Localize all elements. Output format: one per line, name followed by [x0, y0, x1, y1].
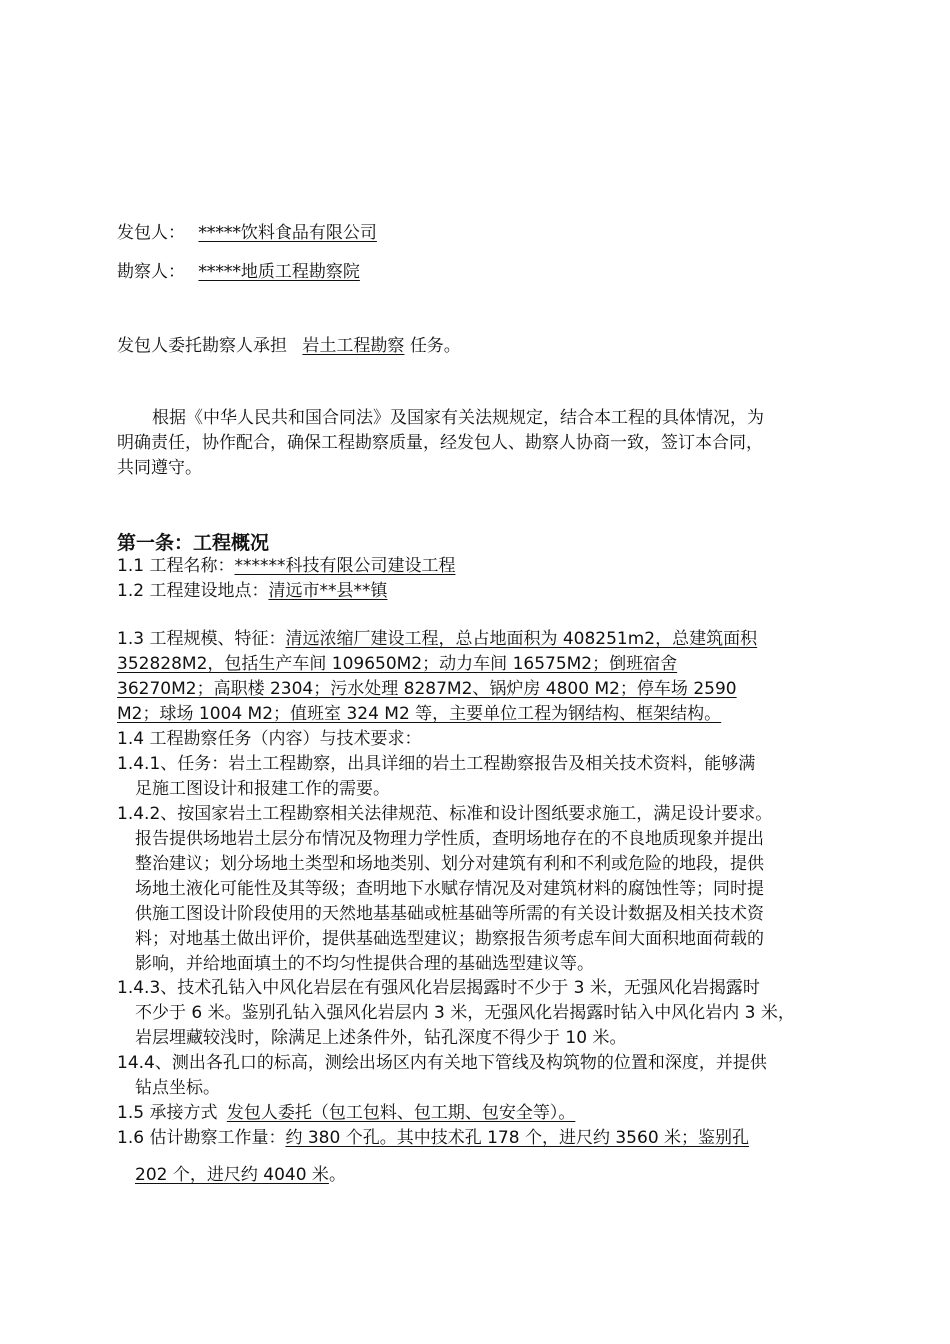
item-142-line-5: 供施工图设计阶段使用的天然地基基础或桩基础等所需的有关设计数据及相关技术资 [135, 904, 764, 924]
entrust-task: 岩土工程勘察 [302, 336, 405, 356]
entrust-line [117, 334, 461, 358]
employer-label: 发包人： [117, 223, 185, 243]
surveyor-line [117, 260, 360, 284]
item-142-line-7: 影响，并给地面填土的不均匀性提供合理的基础选型建议等。 [135, 954, 594, 974]
surveyor-value: *****地质工程勘察院 [198, 262, 360, 282]
workload-value-2: 202 个，进尺约 4040 米 [135, 1165, 329, 1185]
item-142-line-6: 料；对地基土做出评价，提供基础选型建议；勘察报告须考虑车间大面积地面荷载的 [135, 929, 764, 949]
project-name-line [117, 554, 455, 578]
employer-line [117, 221, 377, 245]
project-scale-line-3: 36270M2；高职楼 2304；污水处理 8287M2、锅炉房 4800 M2；停车场 2590 [117, 679, 737, 699]
item-142-line-2: 报告提供场地岩土层分布情况及物理力学性质，查明场地存在的不良地质现象并提出 [135, 829, 764, 849]
article1-heading: 第一条：工程概况 [117, 532, 270, 554]
item-142-line-1: 1.4.2、按国家岩土工程勘察相关法律规范、标准和设计图纸要求施工，满足设计要求。 [117, 804, 773, 824]
workload-line-2 [135, 1163, 346, 1187]
preamble-line-3: 共同遵守。 [117, 458, 202, 478]
workload-value-1: 约 380 个孔。其中技术孔 178 个，进尺约 3560 米；鉴别孔 [285, 1128, 750, 1148]
contract-method-label: 1.5 承接方式 [117, 1103, 218, 1123]
contract-method-value: 发包人委托（包工包料、包工期、包安全等）。 [226, 1103, 576, 1123]
item-142-line-3: 整治建议；划分场地土类型和场地类别、划分对建筑有利和不利或危险的地段，提供 [135, 854, 764, 874]
project-site-value: 清远市**县**镇 [268, 581, 388, 601]
item-144-line-1: 14.4、测出各孔口的标高，测绘出场区内有关地下管线及构筑物的位置和深度，并提供 [117, 1053, 767, 1073]
project-site-label: 1.2 工程建设地点： [117, 581, 269, 601]
item-141-line-1: 1.4.1、任务：岩土工程勘察，出具详细的岩土工程勘察报告及相关技术资料，能够满 [117, 754, 756, 774]
preamble-line-2: 明确责任，协作配合，确保工程勘察质量，经发包人、勘察人协商一致，签订本合同， [117, 433, 763, 453]
preamble-line-1: 根据《中华人民共和国合同法》及国家有关法规规定，结合本工程的具体情况，为 [152, 408, 764, 428]
item-142-line-4: 场地土液化可能性及其等级；查明地下水赋存情况及对建筑材料的腐蚀性等；同时提 [135, 879, 764, 899]
item-141-line-2: 足施工图设计和报建工作的需要。 [135, 779, 390, 799]
project-site-line [117, 579, 387, 603]
item-143-line-1: 1.4.3、技术孔钻入中风化岩层在有强风化岩层揭露时不少于 3 米，无强风化岩揭露时 [117, 978, 760, 998]
project-name-label: 1.1 工程名称： [117, 556, 235, 576]
workload-end: 。 [328, 1165, 346, 1185]
item-143-line-3: 岩层埋藏较浅时，除满足上述条件外，钻孔深度不得少于 10 米。 [135, 1028, 627, 1048]
project-scale-line-2: 352828M2，包括生产车间 109650M2；动力车间 16575M2；倒班宿舍 [117, 654, 678, 674]
project-scale-line-1 [117, 627, 757, 651]
project-scale-line-4: M2；球场 1004 M2；值班室 324 M2 等，主要单位工程为钢结构、框架结构。 [117, 704, 722, 724]
entrust-suffix: 任务。 [409, 336, 461, 356]
workload-label: 1.6 估计勘察工作量： [117, 1128, 286, 1148]
project-name-value: ******科技有限公司建设工程 [234, 556, 456, 576]
tasks-heading: 1.4 工程勘察任务（内容）与技术要求： [117, 729, 422, 749]
surveyor-label: 勘察人： [117, 262, 185, 282]
contract-method-line [117, 1101, 575, 1125]
item-143-line-2: 不少于 6 米。鉴别孔钻入强风化岩层内 3 米，无强风化岩揭露时钻入中风化岩内 3 米， [135, 1003, 795, 1023]
project-scale-label: 1.3 工程规模、特征： [117, 629, 286, 649]
workload-line-1 [117, 1126, 749, 1150]
employer-value: *****饮料食品有限公司 [198, 223, 377, 243]
item-144-line-2: 钻点坐标。 [135, 1078, 220, 1098]
project-scale-value-1: 清远浓缩厂建设工程，总占地面积为 408251m2，总建筑面积 [285, 629, 758, 649]
entrust-prefix: 发包人委托勘察人承担 [117, 336, 287, 356]
